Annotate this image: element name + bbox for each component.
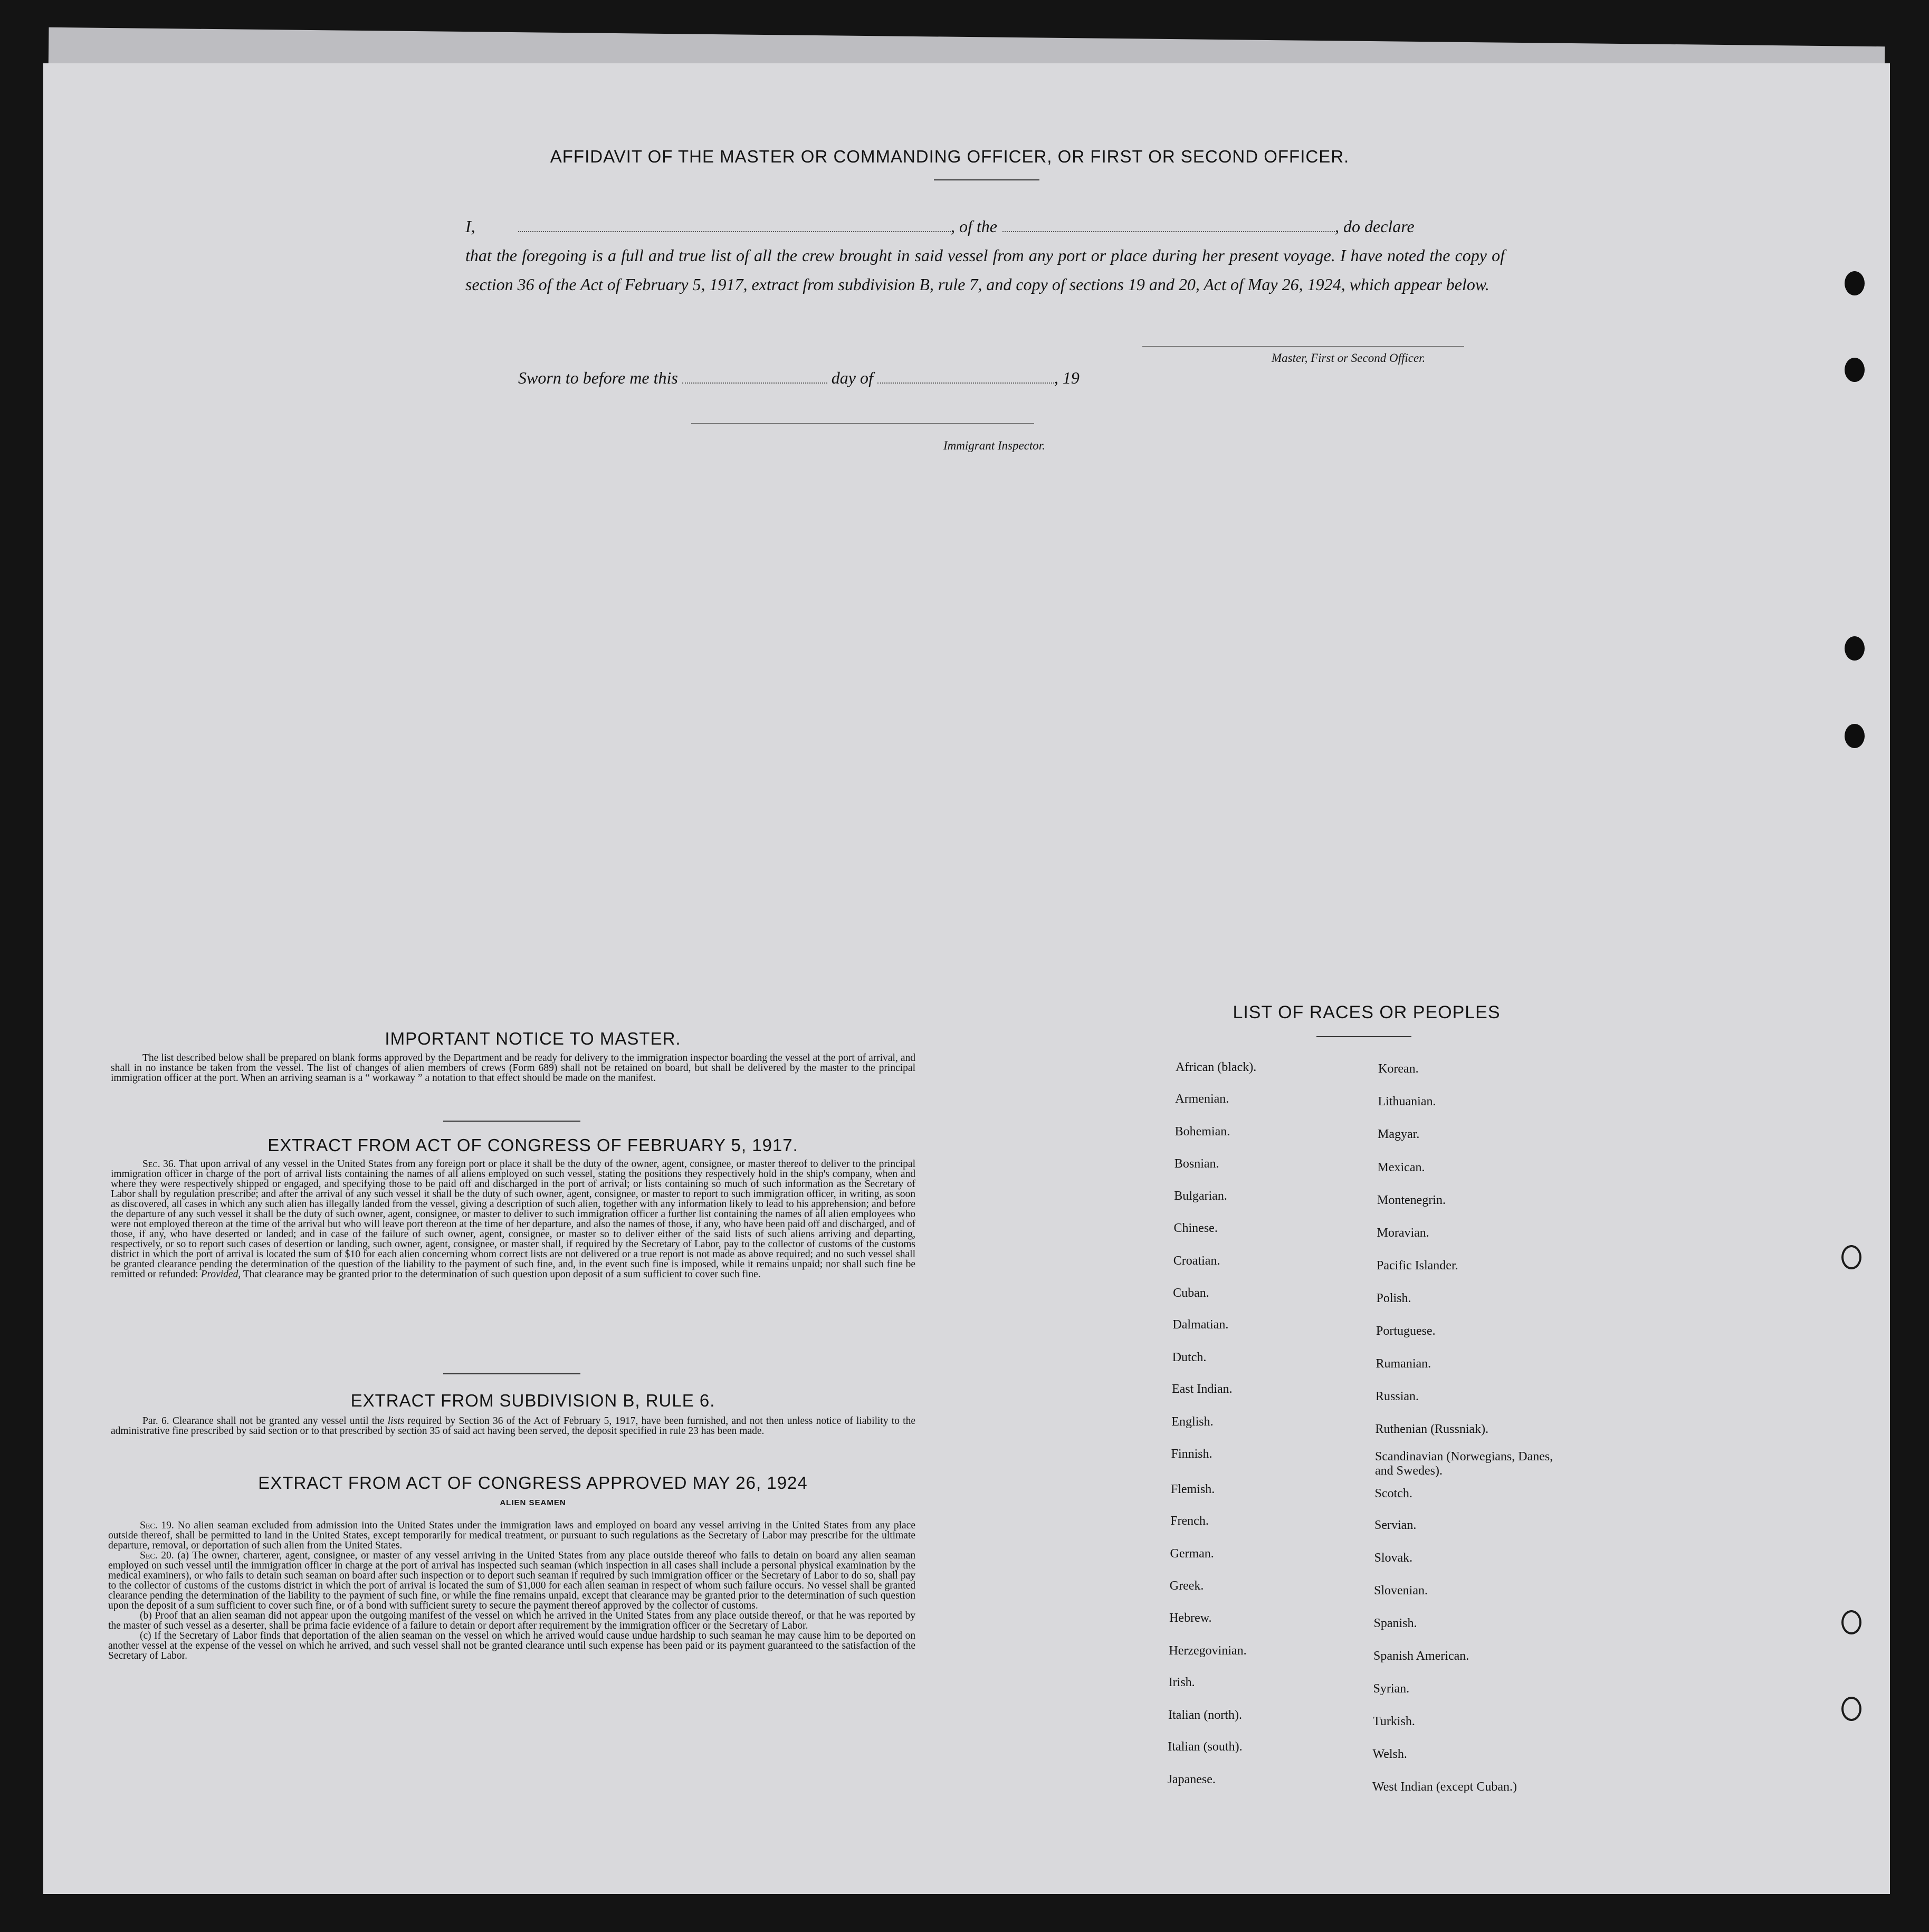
sec-36-label: Sec. 36. — [142, 1159, 176, 1170]
race-item: Pacific Islander. — [1377, 1259, 1458, 1273]
sec-20c-text: (c) If the Secretary of Labor finds that deportation of the alien seaman on the vessel on which he arrived would cause undue hardship to such seaman he may cause him to be deported on another vessel at the expense of the vessel on which he arrived, and such vessel shall not be granted clearance until such expense has been paid or its payment guaranteed to the satisfaction of the Secretary of Labor. — [108, 1630, 915, 1661]
sworn-prefix: Sworn to before me this — [518, 368, 678, 387]
master-caption: Master, First or Second Officer. — [1272, 351, 1426, 365]
race-item: Korean. — [1378, 1062, 1419, 1076]
race-item: Servian. — [1374, 1518, 1417, 1532]
race-item: Armenian. — [1175, 1092, 1229, 1106]
race-item: Spanish. — [1373, 1617, 1417, 1630]
race-item: Slovenian. — [1374, 1584, 1428, 1598]
master-signature-line[interactable] — [1142, 346, 1464, 347]
race-item: Bohemian. — [1174, 1125, 1230, 1139]
race-item: Scotch. — [1374, 1487, 1412, 1500]
name-blank[interactable] — [518, 231, 951, 232]
sec-36-text-end: That clearance may be granted prior to the determination of such question upon deposit of a sum sufficient to cover such fine. — [243, 1269, 761, 1280]
race-item: Japanese. — [1167, 1773, 1216, 1786]
notice-text: The list described below shall be prepared on blank forms approved by the Department and be ready for delivery to the immigration inspector boarding the vessel at the port of arrival, and shall in no instance be taken from the vessel. The list of changes of alien members of crews (Form 689) shall not be retained on board, but shall be delivered by the master to the principal immigration officer at the port. When an arriving seaman is a “ workaway ” a notation to that effect should be made on the manifest. — [111, 1053, 915, 1084]
race-item: West Indian (except Cuban.) — [1372, 1780, 1517, 1794]
lists-word: lists — [387, 1415, 405, 1427]
extract-rule6-text-block — [111, 1416, 915, 1436]
affidavit-of-the: , of the — [951, 217, 997, 236]
race-item: Dalmatian. — [1172, 1318, 1229, 1332]
binder-hole — [1845, 724, 1865, 748]
rule6-text-a: Par. 6. Clearance shall not be granted any vessel until the — [142, 1415, 385, 1427]
month-blank[interactable] — [877, 382, 1054, 384]
sec-20-label: Sec. 20. — [140, 1550, 174, 1561]
race-item: Irish. — [1168, 1676, 1195, 1689]
race-item: African (black). — [1176, 1060, 1257, 1074]
sec-36-text: That upon arrival of any vessel in the United States from any foreign port or place it shall be the duty of the owner, agent, consignee, or master thereof to deliver to the principal immigration officer in charge of the port of arrival lists containing the names of all aliens employed on such vessel, stating the positions they respectively hold in the ship's company, when and where they were respectively shipped or engaged, and specifying those to be paid off and discharged in the port of arrival; or lists containing so much of such information as the Secretary of Labor shall by regulation prescribe; and after the arrival of any such vessel it shall be the duty of such owner, agent, consignee, or master to report to such immigration officer, in writing, as soon as discovered, all cases in which any such alien has illegally landed from the vessel, giving a description of such alien, together with any information likely to lead to his apprehension; and before the departure of any such vessel it shall be the duty of such owner, agent, consignee, or master to deliver to such immigration officer a further list containing the names of all alien employees who were not employed thereon at the time of the arrival but who will leave port thereon at the time of her departure, and also the names of those, if any, who have been paid off and discharged, and of those, if any, who have deserted or landed; and in case of the failure of such owner, agent, consignee, or master so to deliver either of the said lists of such aliens arriving and departing, respectively, or so to report such cases of desertion or landing, such owner, agent, consignee, or master shall, if required by the Secretary of Labor, pay to the collector of customs of the customs district in which the port of arrival is located the sum of $10 for each alien concerning whom correct lists are not delivered or a true report is not made as above required; and no such vessel shall be granted clearance pending the determination of the question of the liability to the payment of such fine, and, in the event such fine is imposed, while it remains unpaid; nor shall such fine be remitted or refunded: — [111, 1159, 915, 1280]
extract-rule6-title: EXTRACT FROM SUBDIVISION B, RULE 6. — [350, 1391, 715, 1410]
notice-title: IMPORTANT NOTICE TO MASTER. — [385, 1029, 681, 1048]
race-item: Rumanian. — [1376, 1357, 1431, 1371]
sworn-year: , 19 — [1054, 368, 1080, 387]
race-item: Lithuanian. — [1378, 1095, 1436, 1108]
race-item: Ruthenian (Russniak). — [1375, 1422, 1489, 1436]
rule6-text-b: required by Section 36 of the Act of February 5, 1917, have been furnished, and not then unless notice of liability to the administrative fine prescribed by said section or to that prescribed by section 35 of said act having been served, the deposit specified in rule 23 has been made. — [111, 1415, 916, 1437]
binder-hole — [1845, 271, 1865, 295]
extract-1924-subtitle: ALIEN SEAMEN — [500, 1498, 566, 1507]
inspector-caption: Immigrant Inspector. — [943, 439, 1045, 452]
sworn-day-of: day of — [831, 368, 873, 387]
binder-hole — [1841, 1245, 1861, 1269]
race-item: Cuban. — [1173, 1286, 1209, 1300]
race-item: Syrian. — [1373, 1682, 1410, 1696]
sec-19-label: Sec. 19. — [140, 1520, 174, 1531]
race-item: Italian (south). — [1168, 1740, 1243, 1754]
race-item: Chinese. — [1173, 1221, 1218, 1235]
extract-1917-title: EXTRACT FROM ACT OF CONGRESS OF FEBRUARY 5, 1917. — [268, 1135, 798, 1155]
race-item: Montenegrin. — [1377, 1193, 1446, 1207]
affidavit-title: AFFIDAVIT OF THE MASTER OR COMMANDING OFFICER, OR FIRST OR SECOND OFFICER. — [550, 147, 1350, 166]
binder-hole — [1845, 358, 1865, 382]
affidavit-body — [465, 212, 1505, 299]
race-item: Polish. — [1376, 1292, 1411, 1305]
affidavit-statement: that the foregoing is a full and true list of all the crew brought in said vessel from any port or place during her present voyage. I have noted the copy of section 36 of the Act of February 5, 1917, extract from subdivision B, rule 7, and copy of sections 19 and 20, Act of May 26, 1924, which appear below. — [465, 246, 1505, 294]
binder-hole — [1841, 1697, 1861, 1721]
race-item: Greek. — [1169, 1579, 1204, 1593]
binder-hole — [1841, 1610, 1861, 1634]
race-item: Italian (north). — [1168, 1708, 1242, 1722]
divider — [443, 1121, 580, 1122]
race-item: French. — [1170, 1514, 1209, 1528]
race-item: Portuguese. — [1376, 1324, 1436, 1338]
race-item: Mexican. — [1377, 1161, 1425, 1174]
race-item: Scandinavian (Norwegians, Danes, and Swedes). — [1375, 1450, 1553, 1478]
race-item: Bulgarian. — [1174, 1189, 1227, 1203]
vessel-blank[interactable] — [1002, 231, 1335, 232]
affidavit-i: I, — [465, 217, 475, 236]
races-title: LIST OF RACES OR PEOPLES — [1233, 1002, 1501, 1022]
notice-text-block — [111, 1053, 915, 1083]
race-item: Slovak. — [1374, 1551, 1413, 1565]
race-item: Finnish. — [1171, 1447, 1212, 1461]
sec-20a-text: (a) The owner, charterer, agent, consignee, or master of any vessel arriving in the United States from any place outside thereof who fails to detain on board any alien seaman employed on such vessel until the immigration officer in charge at the port of arrival has inspected such seaman (which inspection in all cases shall include a personal physical examination by the medical examiners), or who fails to detain such seaman on board after such inspection or to deport such seaman if required by such immigration officer or the Secretary of Labor to do so, shall pay to the collector of customs of the customs district in which the port of arrival is located the sum of $1,000 for each alien seaman in respect of whom such failure occurs. No vessel shall be granted clearance pending the determination of the liability to the payment of such fine, or while the fine remains unpaid, except that clearance may be granted prior to the determination of such question upon the deposit of a sum sufficient to cover such fine, or of a bond with sufficient surety to secure the payment thereof approved by the collector of customs. — [108, 1550, 916, 1611]
divider — [1316, 1036, 1411, 1037]
race-item: Spanish American. — [1373, 1649, 1469, 1663]
sec-20b-text: (b) Proof that an alien seaman did not appear upon the outgoing manifest of the vessel on which he arrived in the United States from any place outside thereof, or that he was reported by the master of such vessel as a deserter, shall be prima facie evidence of a failure to detain or deport after requirement by the immigration officer or the Secretary of Labor. — [108, 1610, 915, 1631]
inspector-signature-line[interactable] — [691, 423, 1034, 424]
extract-1917-text-block — [111, 1159, 915, 1279]
race-item: Welsh. — [1372, 1747, 1407, 1761]
extract-1924-text-block — [108, 1520, 915, 1661]
race-item: Flemish. — [1170, 1483, 1215, 1496]
divider — [443, 1373, 580, 1374]
race-item: English. — [1171, 1415, 1214, 1429]
day-blank[interactable] — [682, 382, 827, 384]
sec-19-text: No alien seaman excluded from admission into the United States under the immigration laws and employed on board any vessel arriving in the United States from any place outside thereof, shall be permitted to land in the United States, except temporarily for medical treatment, or pursuant to such regulations as the Secretary of Labor may prescribe for the ultimate departure, removal, or deportation of such alien from the United States. — [108, 1520, 915, 1551]
extract-1924-title: EXTRACT FROM ACT OF CONGRESS APPROVED MAY 26, 1924 — [258, 1473, 808, 1493]
race-item: Dutch. — [1172, 1351, 1207, 1364]
race-item: German. — [1170, 1547, 1214, 1561]
race-item: Magyar. — [1378, 1127, 1420, 1141]
binder-hole — [1845, 636, 1865, 661]
race-item: Herzegovinian. — [1169, 1644, 1247, 1658]
race-item: East Indian. — [1172, 1382, 1233, 1396]
provided-word: Provided, — [200, 1269, 241, 1280]
race-item: Croatian. — [1173, 1254, 1220, 1268]
race-item: Moravian. — [1377, 1226, 1429, 1240]
sworn-line — [518, 368, 1080, 388]
race-item: Russian. — [1376, 1390, 1419, 1403]
race-item: Bosnian. — [1174, 1157, 1219, 1171]
race-item: Hebrew. — [1169, 1611, 1212, 1625]
affidavit-do-declare: , do declare — [1334, 217, 1415, 236]
race-item: Turkish. — [1373, 1715, 1415, 1728]
divider — [934, 179, 1039, 180]
